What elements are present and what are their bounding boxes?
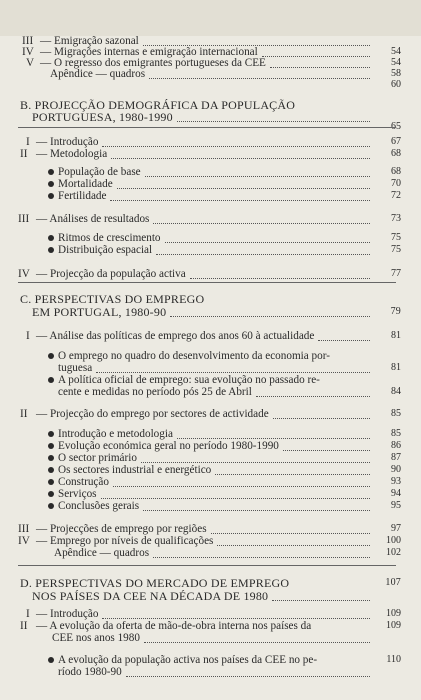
page-number: 68 — [391, 166, 401, 177]
toc-entry-title: — A evolução da oferta de mão-de-obra interna nos países da — [36, 620, 312, 632]
page-number: 79 — [390, 306, 401, 317]
section-heading: NOS PAÍSES DA CEE NA DÉCADA DE 1980 — [32, 589, 269, 603]
section-divider — [18, 565, 396, 566]
page-number: 68 — [391, 148, 401, 159]
leader-dots — [272, 600, 370, 601]
toc-entry-title: O emprego no quadro do desenvolvimento da economia por- — [58, 350, 330, 362]
leader-dots — [110, 200, 370, 201]
page-number: 72 — [391, 190, 401, 201]
toc-entry-title: — Introdução — [36, 608, 99, 620]
section-heading: EM PORTUGAL, 1980-90 — [32, 305, 167, 319]
leader-dots — [170, 316, 370, 317]
toc-entry-number: III — [18, 213, 30, 225]
bullet-icon — [48, 443, 54, 449]
leader-dots — [126, 676, 370, 677]
toc-entry-title: — O regresso dos emigrantes portugueses da CEE — [40, 57, 266, 69]
leader-dots — [102, 146, 370, 147]
leader-dots — [270, 67, 370, 68]
page-number: 109 — [386, 620, 401, 631]
toc-entry-number: II — [20, 408, 28, 420]
page-number: 70 — [391, 178, 401, 189]
toc-entry-title: — Emigração sazonal — [40, 35, 139, 47]
leader-dots — [273, 418, 370, 419]
page-number: 85 — [391, 408, 401, 419]
page-number: 87 — [391, 452, 401, 463]
toc-entry-title: Construção — [58, 476, 109, 488]
page-number: 65 — [391, 121, 401, 132]
page-number: 110 — [386, 654, 401, 665]
leader-dots — [153, 557, 370, 558]
toc-entry-title: Os sectores industrial e energético — [58, 464, 212, 476]
section-heading: C. PERSPECTIVAS DO EMPREGO — [20, 292, 205, 306]
page-number: 54 — [391, 46, 401, 57]
toc-entry-title: — Emprego por níveis de qualificações — [36, 535, 214, 547]
toc-entry-title: — Análise das políticas de emprego dos anos 60 à actualidade — [36, 330, 315, 342]
toc-entry-title: A evolução da população activa nos países da CEE no pe- — [58, 654, 318, 666]
leader-dots — [113, 486, 370, 487]
toc-entry-title: Mortalidade — [58, 178, 113, 190]
page-number: 67 — [391, 136, 401, 147]
toc-entry-number: I — [26, 136, 30, 148]
bullet-icon — [48, 247, 54, 253]
toc-entry-title: tuguesa — [58, 362, 93, 374]
page-number: 81 — [391, 330, 401, 341]
bullet-icon — [48, 181, 54, 187]
page-number: 95 — [391, 500, 401, 511]
leader-dots — [211, 533, 370, 534]
leader-dots — [156, 254, 370, 255]
toc-entry-title: Apêndice — quadros — [50, 68, 146, 80]
leader-dots — [144, 642, 370, 643]
toc-entry-number: IV — [18, 535, 30, 547]
toc-entry-title: CEE nos anos 1980 — [52, 632, 140, 644]
page-number: 107 — [385, 577, 401, 588]
page-number: 102 — [386, 547, 401, 558]
leader-dots — [96, 372, 370, 373]
toc-entry-title: ríodo 1980-90 — [58, 666, 122, 678]
section-heading: PORTUGUESA, 1980-1990 — [32, 110, 173, 124]
page-number: 81 — [391, 362, 401, 373]
leader-dots — [101, 498, 370, 499]
page-number: 60 — [391, 79, 401, 90]
section-divider — [18, 127, 396, 128]
toc-entry-title: — Introdução — [36, 136, 99, 148]
bullet-icon — [48, 431, 54, 437]
page-number: 75 — [391, 232, 401, 243]
page-number: 84 — [391, 386, 401, 397]
bullet-icon — [48, 353, 54, 359]
leader-dots — [165, 242, 370, 243]
toc-entry-number: II — [20, 620, 28, 632]
leader-dots — [143, 510, 370, 511]
bullet-icon — [48, 657, 54, 663]
page-number: 58 — [391, 68, 401, 79]
leader-dots — [283, 450, 370, 451]
bullet-icon — [48, 193, 54, 199]
bullet-icon — [48, 377, 54, 383]
toc-entry-number: III — [22, 35, 34, 47]
bullet-icon — [48, 467, 54, 473]
section-heading: B. PROJECÇÃO DEMOGRÁFICA DA POPULAÇÃO — [20, 98, 296, 112]
bullet-icon — [48, 169, 54, 175]
toc-entry-number: IV — [22, 46, 34, 58]
toc-entry-title: A política oficial de emprego: sua evolução no passado re- — [58, 374, 320, 386]
toc-entry-title: — Projecções de emprego por regiões — [36, 523, 207, 535]
page-number: 93 — [391, 476, 401, 487]
toc-entry-number: II — [20, 148, 28, 160]
leader-dots — [318, 340, 370, 341]
leader-dots — [141, 462, 370, 463]
page-top-shadow — [0, 0, 421, 36]
toc-entry-number: IV — [18, 268, 30, 280]
bullet-icon — [48, 479, 54, 485]
bullet-icon — [48, 455, 54, 461]
bullet-icon — [48, 503, 54, 509]
leader-dots — [111, 158, 370, 159]
toc-entry-number: III — [18, 523, 30, 535]
toc-entry-number: I — [26, 608, 30, 620]
toc-entry-title: — Migrações internas e emigração internacional — [40, 46, 258, 58]
page-number: 94 — [391, 488, 401, 499]
page-number: 54 — [391, 57, 401, 68]
toc-entry-title: População de base — [58, 166, 141, 178]
leader-dots — [256, 396, 370, 397]
toc-entry-title: Evolução económica geral no período 1980-1990 — [58, 440, 279, 452]
toc-entry-title: Serviços — [58, 488, 97, 500]
page-number: 90 — [391, 464, 401, 475]
leader-dots — [215, 474, 370, 475]
toc-entry-title: — Análises de resultados — [36, 213, 150, 225]
toc-entry-title: — Metodologia — [36, 148, 108, 160]
page-number: 109 — [386, 608, 401, 619]
bullet-icon — [48, 235, 54, 241]
leader-dots — [117, 188, 370, 189]
bullet-icon — [48, 491, 54, 497]
toc-entry-title: Introdução e metodologia — [58, 428, 173, 440]
toc-entry-title: Conclusões gerais — [58, 500, 140, 512]
toc-entry-title: cente e medidas no período pós 25 de Abril — [58, 386, 252, 398]
toc-entry-title: Distribuição espacial — [58, 244, 153, 256]
toc-entry-title: O sector primário — [58, 452, 137, 464]
leader-dots — [177, 438, 370, 439]
toc-entry-title: Apêndice — quadros — [54, 547, 150, 559]
section-divider — [18, 282, 396, 283]
leader-dots — [153, 223, 370, 224]
toc-entry-title: Ritmos de crescimento — [58, 232, 161, 244]
leader-dots — [217, 545, 370, 546]
toc-entry-title: — Projecção da população activa — [36, 268, 186, 280]
toc-entry-title: — Projecção do emprego por sectores de actividade — [36, 408, 269, 420]
leader-dots — [262, 56, 370, 57]
page-number: 75 — [391, 244, 401, 255]
section-heading: D. PERSPECTIVAS DO MERCADO DE EMPREGO — [20, 576, 290, 590]
toc-entry-number: I — [26, 330, 30, 342]
page-number: 73 — [391, 213, 401, 224]
toc-entry-title: Fertilidade — [58, 190, 107, 202]
leader-dots — [102, 618, 370, 619]
leader-dots — [145, 176, 370, 177]
toc-entry-number: V — [26, 57, 35, 69]
page-number: 85 — [391, 428, 401, 439]
page-number: 86 — [391, 440, 401, 451]
leader-dots — [149, 78, 370, 79]
leader-dots — [190, 278, 370, 279]
page-number: 100 — [386, 535, 401, 546]
leader-dots — [177, 121, 370, 122]
page-number: 97 — [391, 523, 401, 534]
page-number: 77 — [391, 268, 401, 279]
